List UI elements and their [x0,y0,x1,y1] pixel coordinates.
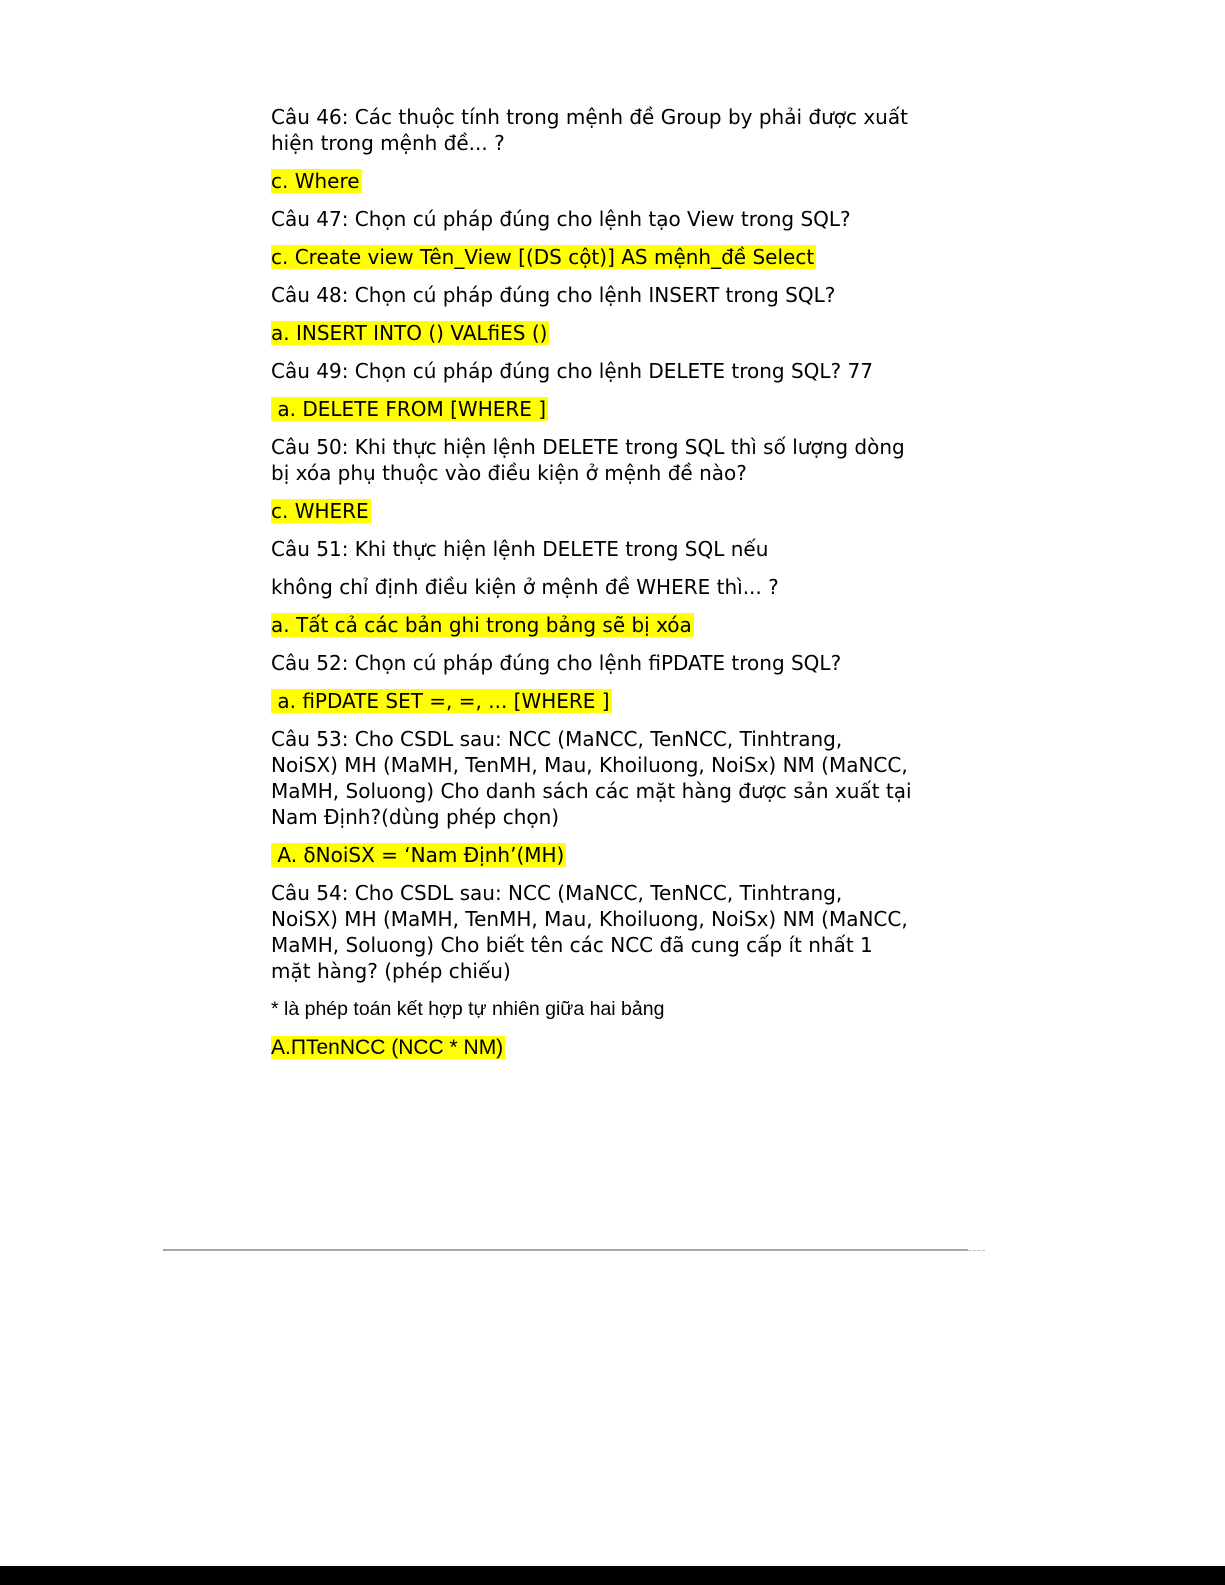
question-line: MaMH, Soluong) Cho danh sách các mặt hàng được sản xuất tại [271,779,912,803]
question-line: Câu 54: Cho CSDL sau: NCC (MaNCC, TenNCC, Tinhtrang, [271,881,843,905]
question-line: Câu 51: Khi thực hiện lệnh DELETE trong SQL nếu [271,537,769,561]
question-51 [271,536,971,562]
answer-51 [271,612,971,638]
question-line: Câu 46: Các thuộc tính trong mệnh đề Group by phải được xuất [271,105,908,129]
answer-46 [271,168,971,194]
question-52 [271,650,971,676]
question-line: NoiSX) MH (MaMH, TenMH, Mau, Khoiluong, NoiSx) NM (MaNCC, [271,753,908,777]
answer-50 [271,498,971,524]
question-line: Câu 48: Chọn cú pháp đúng cho lệnh INSERT trong SQL? [271,283,836,307]
footer-divider-tail [968,1250,985,1251]
highlighted-answer: c. Where [271,169,360,193]
question-48 [271,282,971,308]
question-line: Câu 50: Khi thực hiện lệnh DELETE trong SQL thì số lượng dòng [271,435,905,459]
highlighted-answer: a. fiPDATE SET =, =, ... [WHERE ] [271,689,610,713]
highlighted-answer: a. Tất cả các bản ghi trong bảng sẽ bị xóa [271,613,692,637]
question-line: Câu 49: Chọn cú pháp đúng cho lệnh DELETE trong SQL? 77 [271,359,873,383]
page-bottom-edge [0,1566,1225,1585]
highlighted-answer: a. INSERT INTO () VALfiES () [271,321,548,345]
footer-divider [163,1249,968,1251]
question-46 [271,104,971,156]
highlighted-answer: c. WHERE [271,499,369,523]
question-49 [271,358,971,384]
answer-48 [271,320,971,346]
answer-49 [271,396,971,422]
question-51-continued [271,574,971,600]
answer-53 [271,842,971,868]
question-line: bị xóa phụ thuộc vào điều kiện ở mệnh đề nào? [271,461,747,485]
question-line: Câu 47: Chọn cú pháp đúng cho lệnh tạo View trong SQL? [271,207,851,231]
highlighted-answer: A. δNoiSX = ‘Nam Định’(MH) [271,843,565,867]
highlighted-answer: c. Create view Tên_View [(DS cột)] AS mệnh_đề Select [271,245,815,269]
question-line: Câu 53: Cho CSDL sau: NCC (MaNCC, TenNCC, Tinhtrang, [271,727,843,751]
answer-47 [271,244,971,270]
question-line: Câu 52: Chọn cú pháp đúng cho lệnh fiPDATE trong SQL? [271,651,842,675]
answer-54 [271,1034,971,1061]
question-line: không chỉ định điều kiện ở mệnh đề WHERE thì... ? [271,575,779,599]
question-53 [271,726,971,830]
question-line: NoiSX) MH (MaMH, TenMH, Mau, Khoiluong, NoiSx) NM (MaNCC, [271,907,908,931]
highlighted-answer: A.ΠTenNCC (NCC * NM) [271,1036,504,1059]
question-line: hiện trong mệnh đề... ? [271,131,505,155]
note-natural-join: * là phép toán kết hợp tự nhiên giữa hai bảng [271,998,665,1020]
question-47 [271,206,971,232]
question-line: mặt hàng? (phép chiếu) [271,959,511,983]
question-line: MaMH, Soluong) Cho biết tên các NCC đã cung cấp ít nhất 1 [271,933,873,957]
answer-52 [271,688,971,714]
document-body [271,104,971,1061]
question-50 [271,434,971,486]
question-54 [271,880,971,984]
highlighted-answer: a. DELETE FROM [WHERE ] [271,397,547,421]
question-line: Nam Định?(dùng phép chọn) [271,805,560,829]
